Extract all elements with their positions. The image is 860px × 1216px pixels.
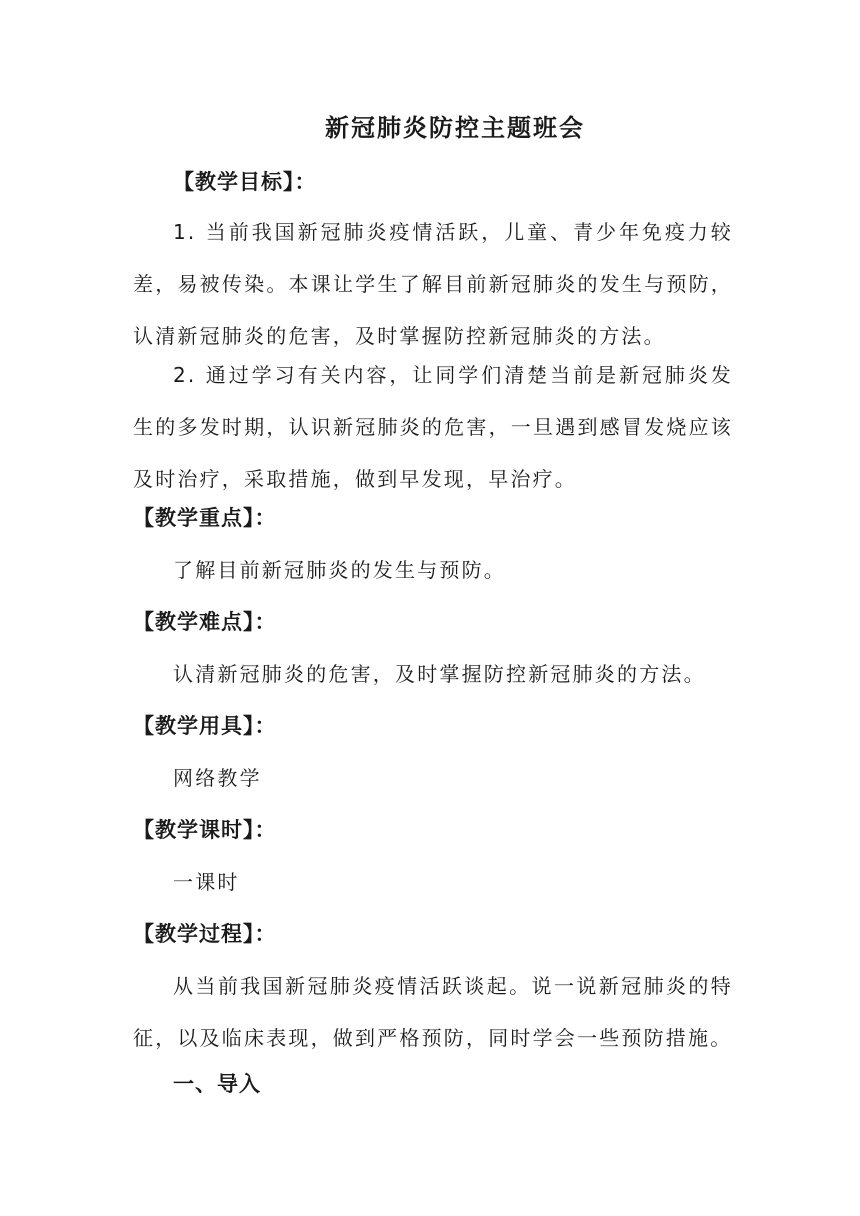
tools-text: 网络教学 [173,766,262,790]
process-heading: 【教学过程】： [133,921,277,946]
document-title: 新冠肺炎防控主题班会 [325,113,585,142]
objectives-heading: 【教学目标】： [173,169,317,194]
difficulties-heading: 【教学难点】： [133,609,277,634]
tools-heading: 【教学用具】： [133,713,277,738]
section-heading-intro: 一、导入 [173,1071,261,1096]
key-points-text: 了解目前新冠肺炎的发生与预防。 [173,558,506,582]
duration-text: 一课时 [173,870,240,894]
key-points-heading: 【教学重点】： [133,505,277,530]
objective-item-1: 1. 当前我国新冠肺炎疫情活跃，儿童、青少年免疫力较差，易被传染。本课让学生了解目前新冠肺炎的发生与预防，认清新冠肺炎的危害，及时掌握防控新冠肺炎的方法。 [133,220,733,348]
duration-heading: 【教学课时】： [133,817,277,842]
objective-item-2: 2. 通过学习有关内容，让同学们清楚当前是新冠肺炎发生的多发时期，认识新冠肺炎的危害，一旦遇到感冒发烧应该及时治疗，采取措施，做到早发现，早治疗。 [133,363,733,491]
process-text: 从当前我国新冠肺炎疫情活跃谈起。说一说新冠肺炎的特征，以及临床表现，做到严格预防，同时学会一些预防措施。 [133,974,733,1050]
difficulties-text: 认清新冠肺炎的危害，及时掌握防控新冠肺炎的方法。 [173,662,706,686]
